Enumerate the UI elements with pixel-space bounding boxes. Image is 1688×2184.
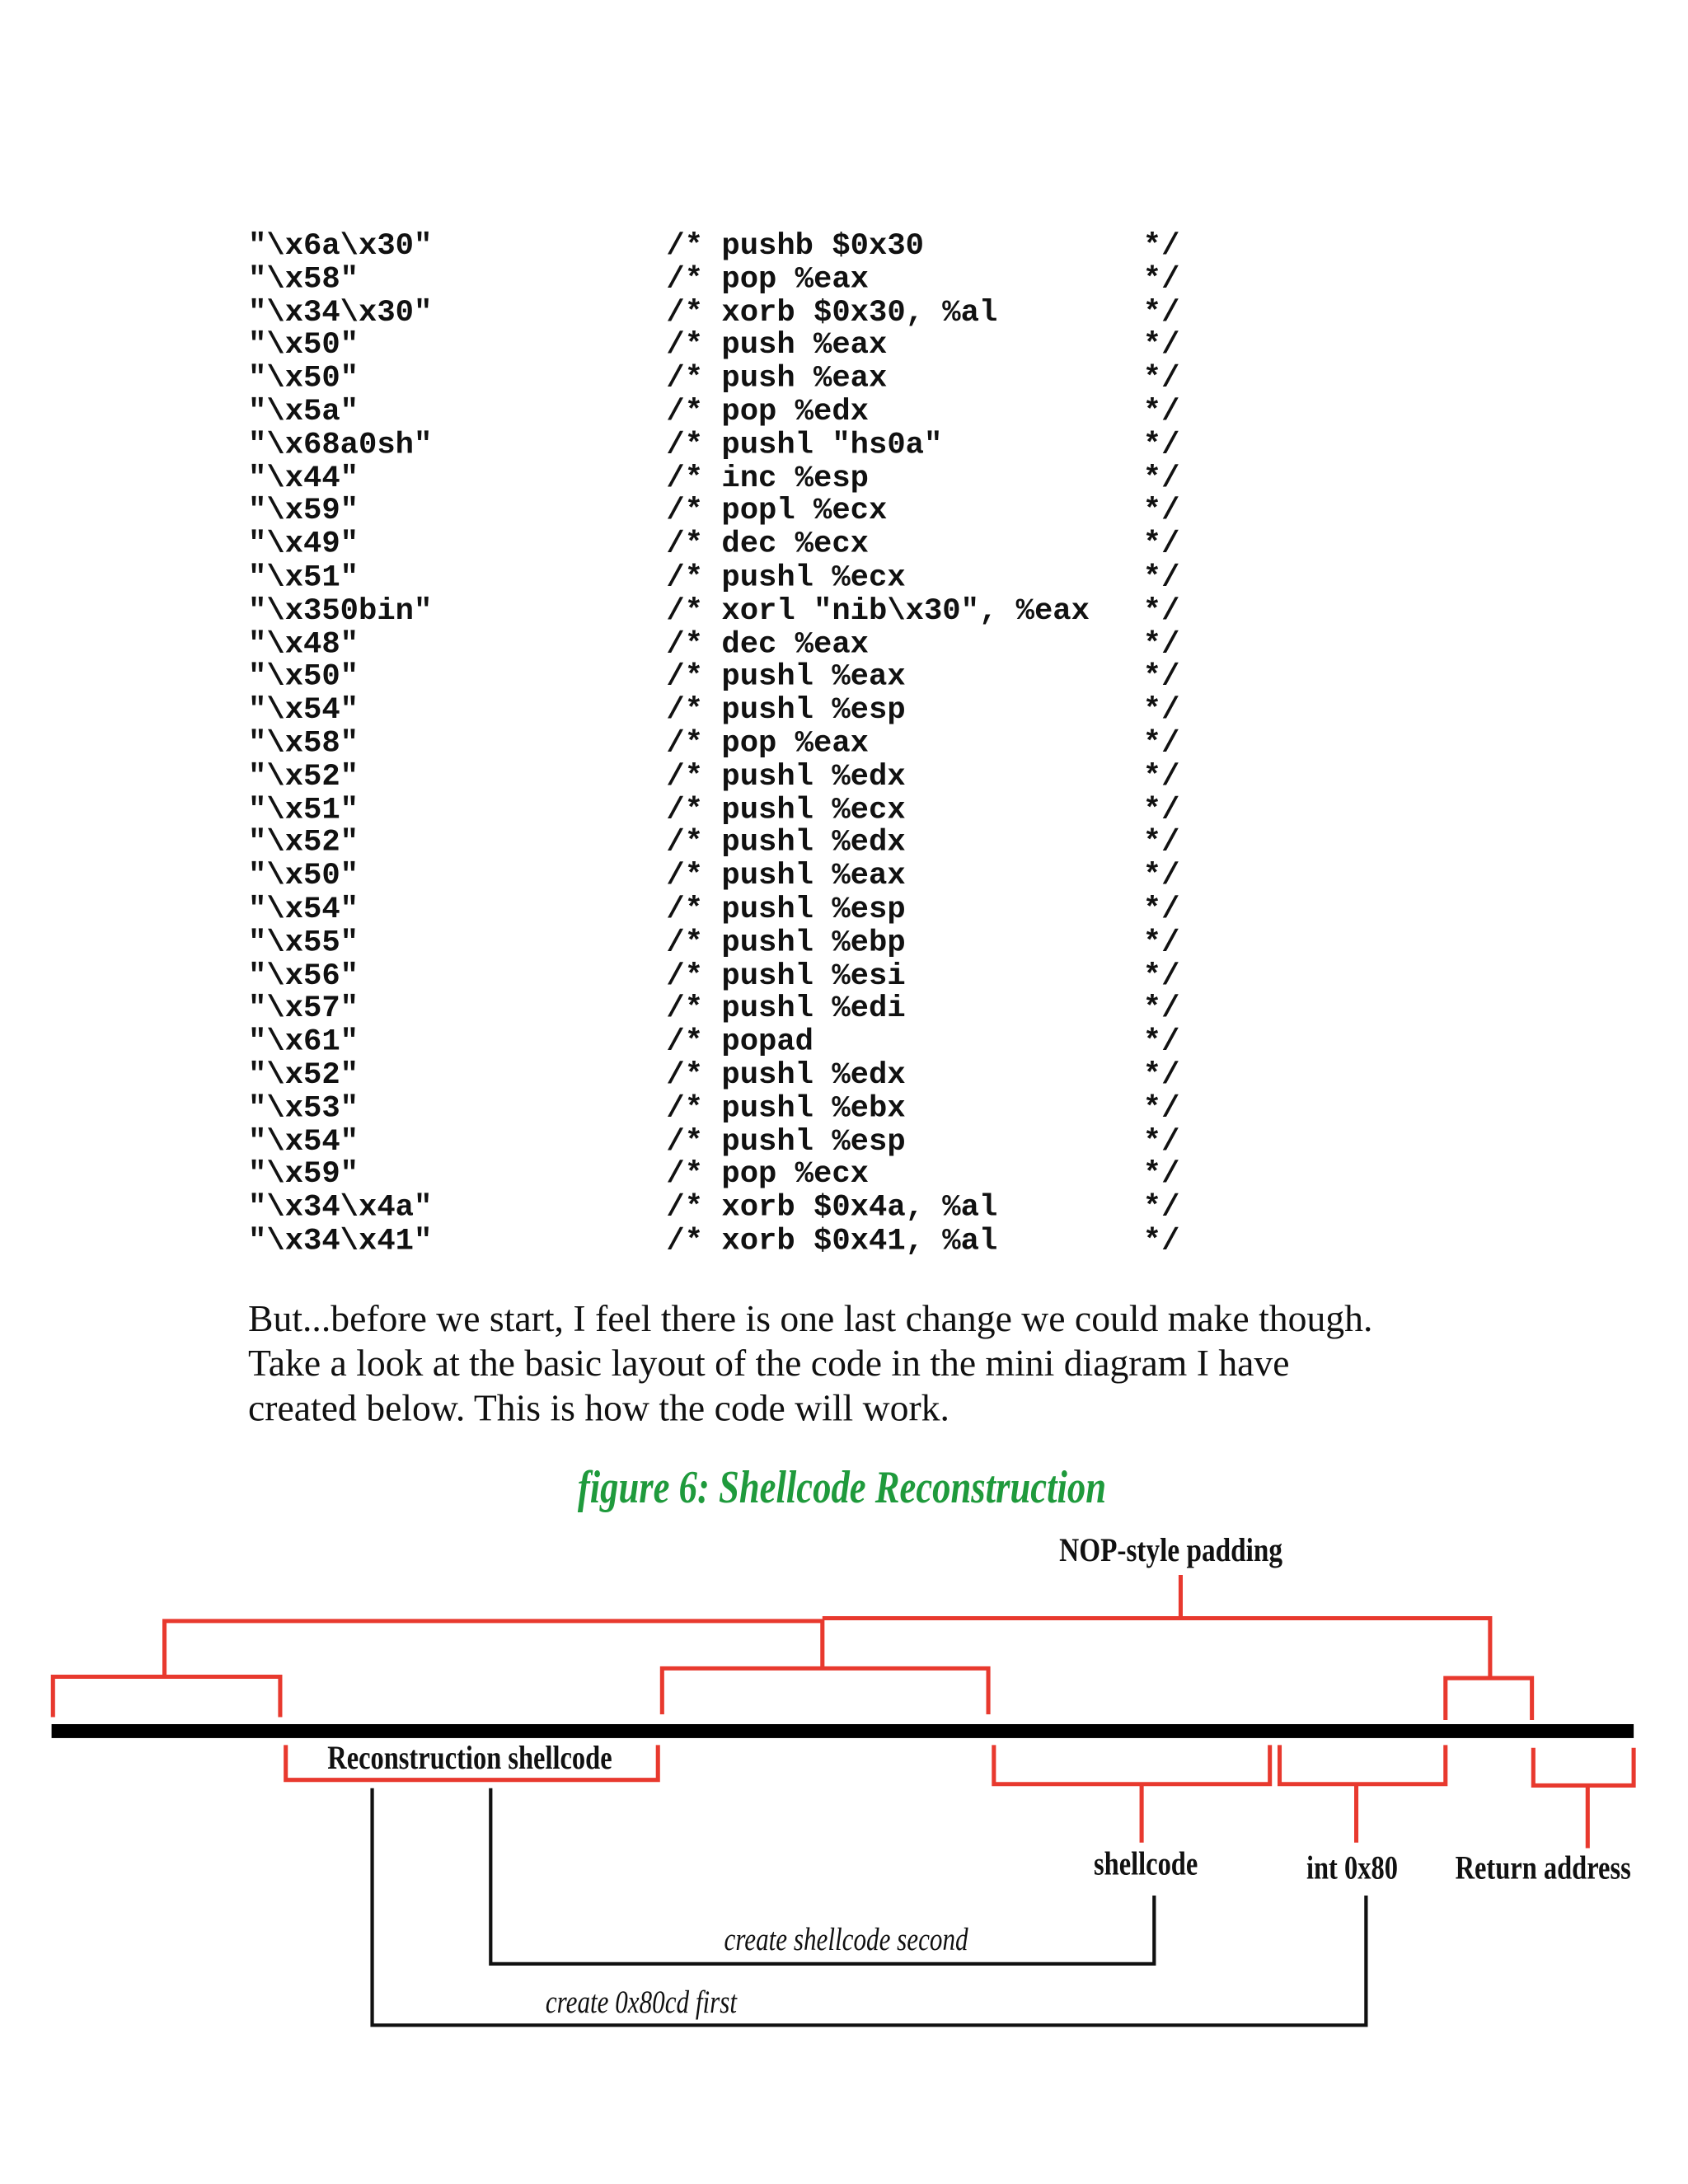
asm-comment: /* dec %eax bbox=[666, 626, 870, 662]
opcode-bytes: "\x59" bbox=[248, 1157, 359, 1193]
comment-end: */ bbox=[1142, 726, 1180, 762]
comment-end: */ bbox=[1142, 759, 1180, 794]
label-shellcode: shellcode bbox=[1094, 1844, 1198, 1882]
bracket-right bbox=[1446, 1678, 1532, 1720]
asm-comment: /* pushl %esi bbox=[666, 958, 906, 994]
opcode-bytes: "\x34\x41" bbox=[248, 1223, 433, 1258]
flow-line-first bbox=[373, 1788, 1367, 2026]
comment-end: */ bbox=[1142, 892, 1180, 927]
asm-comment: /* pushl %ebp bbox=[666, 925, 906, 960]
asm-comment: /* dec %ecx bbox=[666, 527, 870, 562]
bracket-int80 bbox=[1280, 1745, 1446, 1842]
label-int80: int 0x80 bbox=[1306, 1849, 1398, 1886]
opcode-bytes: "\x44" bbox=[248, 461, 359, 496]
asm-comment: /* push %eax bbox=[666, 328, 888, 363]
comment-end: */ bbox=[1142, 494, 1180, 529]
asm-comment: /* push %eax bbox=[666, 361, 888, 396]
comment-end: */ bbox=[1142, 792, 1180, 827]
opcode-bytes: "\x54" bbox=[248, 892, 359, 927]
comment-end: */ bbox=[1142, 1024, 1180, 1060]
asm-comment: /* xorb $0x4a, %al bbox=[666, 1190, 998, 1226]
memory-bar bbox=[52, 1724, 1634, 1738]
asm-comment: /* xorb $0x41, %al bbox=[666, 1223, 998, 1258]
asm-comment: /* xorb $0x30, %al bbox=[666, 294, 998, 330]
opcode-bytes: "\x50" bbox=[248, 361, 359, 396]
asm-comment: /* pop %ecx bbox=[666, 1157, 870, 1193]
comment-end: */ bbox=[1142, 1157, 1180, 1193]
comment-end: */ bbox=[1142, 859, 1180, 894]
comment-end: */ bbox=[1142, 626, 1180, 662]
opcode-bytes: "\x5a" bbox=[248, 394, 359, 429]
asm-comment: /* pushl %esp bbox=[666, 892, 906, 927]
opcode-bytes: "\x68a0sh" bbox=[248, 427, 433, 463]
opcode-bytes: "\x54" bbox=[248, 692, 359, 729]
label-return-address: Return address bbox=[1455, 1849, 1631, 1886]
opcode-bytes: "\x52" bbox=[248, 1057, 359, 1093]
paragraph-line: But...before we start, I feel there is one last change we could make though. bbox=[248, 1297, 1373, 1340]
comment-end: */ bbox=[1142, 228, 1180, 264]
opcode-bytes: "\x34\x4a" bbox=[248, 1190, 433, 1226]
comment-end: */ bbox=[1142, 925, 1180, 960]
comment-end: */ bbox=[1142, 659, 1180, 695]
opcode-bytes: "\x34\x30" bbox=[248, 294, 433, 330]
asm-comment: /* pushl %eax bbox=[666, 659, 906, 695]
comment-end: */ bbox=[1142, 593, 1180, 629]
opcode-bytes: "\x6a\x30" bbox=[248, 228, 433, 264]
comment-end: */ bbox=[1142, 692, 1180, 729]
opcode-bytes: "\x52" bbox=[248, 825, 359, 861]
comment-end: */ bbox=[1142, 1090, 1180, 1127]
figure-title: figure 6: Shellcode Reconstruction bbox=[577, 1463, 1107, 1514]
label-create-first: create 0x80cd first bbox=[545, 1984, 738, 2020]
opcode-bytes: "\x51" bbox=[248, 792, 359, 827]
comment-end: */ bbox=[1142, 294, 1180, 330]
comment-end: */ bbox=[1142, 261, 1180, 297]
asm-comment: /* pushl "hs0a" bbox=[666, 427, 943, 463]
opcode-bytes: "\x61" bbox=[248, 1024, 359, 1060]
opcode-bytes: "\x50" bbox=[248, 328, 359, 363]
asm-comment: /* pop %eax bbox=[666, 726, 870, 762]
opcode-bytes: "\x58" bbox=[248, 261, 359, 297]
asm-comment: /* pushl %ecx bbox=[666, 792, 906, 827]
opcode-bytes: "\x50" bbox=[248, 659, 359, 695]
opcode-bytes: "\x52" bbox=[248, 759, 359, 794]
paragraph-line: created below. This is how the code will work. bbox=[248, 1386, 950, 1429]
asm-comment: /* pushl %esp bbox=[666, 1123, 906, 1160]
red-brackets bbox=[53, 1575, 1634, 1848]
opcode-bytes: "\x49" bbox=[248, 527, 359, 562]
asm-comment: /* popl %ecx bbox=[666, 494, 888, 529]
opcode-bytes: "\x350bin" bbox=[248, 593, 433, 629]
opcode-bytes: "\x54" bbox=[248, 1123, 359, 1160]
asm-comment: /* pushl %edx bbox=[666, 1057, 906, 1093]
comment-end: */ bbox=[1142, 394, 1180, 429]
asm-comment: /* pop %edx bbox=[666, 394, 870, 429]
comment-end: */ bbox=[1142, 1223, 1180, 1258]
asm-comment: /* pushl %ecx bbox=[666, 560, 906, 596]
asm-comment: /* pushl %esp bbox=[666, 692, 906, 729]
asm-comment: /* pop %eax bbox=[666, 261, 870, 297]
comment-end: */ bbox=[1142, 560, 1180, 596]
asm-comment: /* popad bbox=[666, 1024, 814, 1060]
comment-end: */ bbox=[1142, 527, 1180, 562]
opcode-bytes: "\x58" bbox=[248, 726, 359, 762]
comment-end: */ bbox=[1142, 1123, 1180, 1160]
comment-end: */ bbox=[1142, 1190, 1180, 1226]
comment-end: */ bbox=[1142, 361, 1180, 396]
opcode-bytes: "\x57" bbox=[248, 991, 359, 1027]
asm-comment: /* pushb $0x30 bbox=[666, 228, 925, 264]
comment-end: */ bbox=[1142, 461, 1180, 496]
nop-bracket-top bbox=[165, 1575, 1490, 1678]
opcode-bytes: "\x51" bbox=[248, 560, 359, 596]
bracket-middle bbox=[662, 1668, 988, 1714]
opcode-bytes: "\x55" bbox=[248, 925, 359, 960]
opcode-bytes: "\x56" bbox=[248, 958, 359, 994]
label-nop-padding: NOP-style padding bbox=[1059, 1532, 1283, 1569]
asm-comment: /* inc %esp bbox=[666, 461, 870, 496]
asm-comment: /* pushl %edx bbox=[666, 759, 906, 794]
comment-end: */ bbox=[1142, 958, 1180, 994]
opcode-bytes: "\x48" bbox=[248, 626, 359, 662]
comment-end: */ bbox=[1142, 991, 1180, 1027]
opcode-bytes: "\x50" bbox=[248, 859, 359, 894]
label-reconstruction: Reconstruction shellcode bbox=[327, 1738, 612, 1776]
bracket-return bbox=[1533, 1748, 1634, 1849]
comment-end: */ bbox=[1142, 1057, 1180, 1093]
asm-comment: /* pushl %edi bbox=[666, 991, 906, 1027]
bracket-shellcode bbox=[994, 1745, 1270, 1842]
comment-end: */ bbox=[1142, 427, 1180, 463]
comment-end: */ bbox=[1142, 328, 1180, 363]
asm-comment: /* pushl %ebx bbox=[666, 1090, 906, 1127]
opcode-bytes: "\x59" bbox=[248, 494, 359, 529]
opcode-bytes: "\x53" bbox=[248, 1090, 359, 1127]
label-create-second: create shellcode second bbox=[724, 1921, 968, 1957]
comment-end: */ bbox=[1142, 825, 1180, 861]
bracket-left bbox=[53, 1677, 280, 1718]
asm-comment: /* pushl %edx bbox=[666, 825, 906, 861]
asm-comment: /* xorl "nib\x30", %eax bbox=[666, 593, 1090, 629]
asm-comment: /* pushl %eax bbox=[666, 859, 906, 894]
paragraph-line: Take a look at the basic layout of the code in the mini diagram I have bbox=[248, 1342, 1290, 1385]
